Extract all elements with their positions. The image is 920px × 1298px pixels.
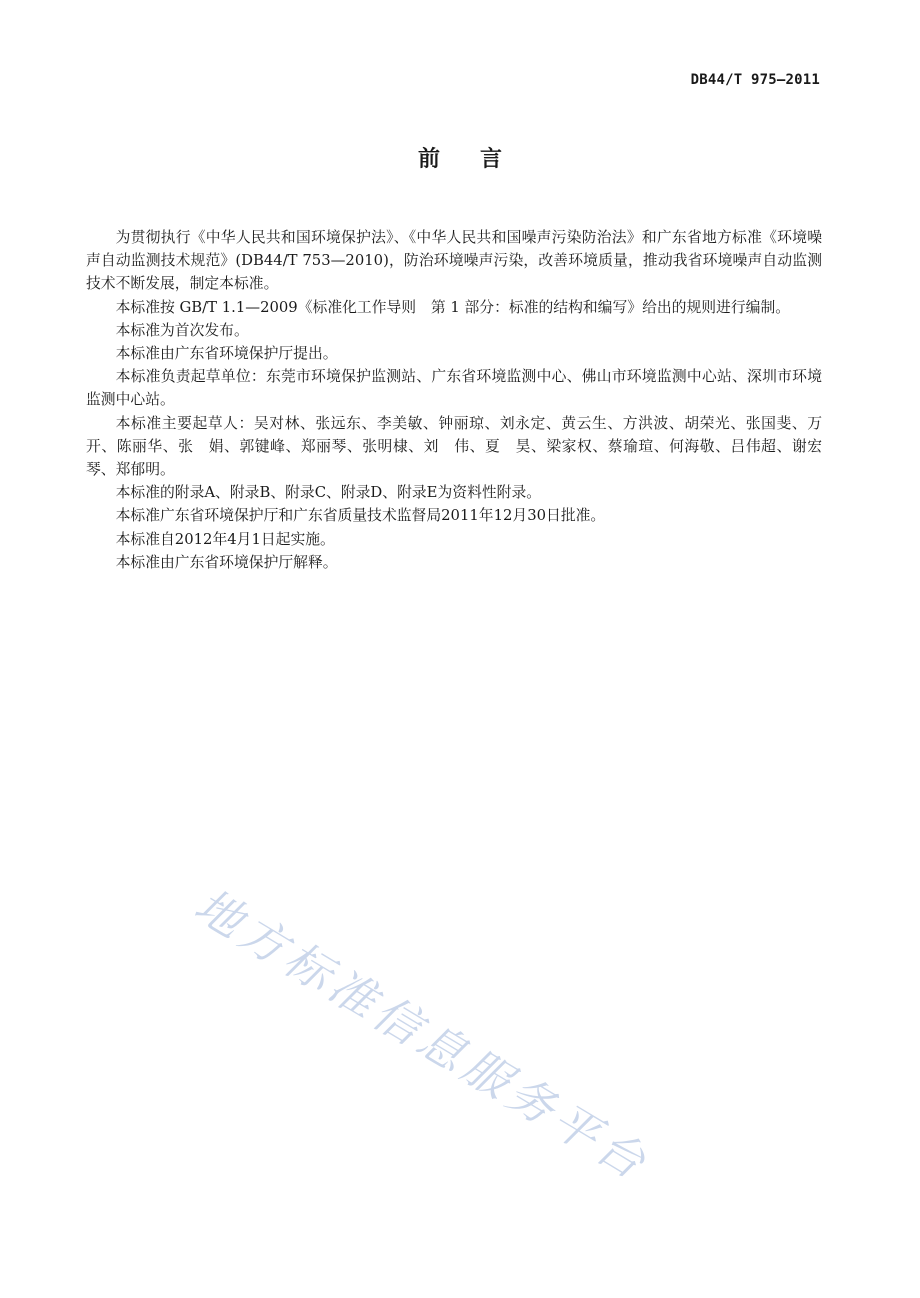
paragraph-proposer: 本标准由广东省环境保护厅提出。	[115, 345, 338, 363]
paragraph-drafting-rules: 本标准按 GB/T 1.1—2009《标准化工作导则 第 1 部分：标准的结构和编写》给出的规则进行编制。	[115, 298, 791, 316]
paragraph-appendices: 本标准的附录A、附录B、附录C、附录D、附录E为资料性附录。	[115, 484, 542, 502]
paragraph-effective-date: 本标准自2012年4月1日起实施。	[115, 530, 335, 548]
foreword-body	[86, 226, 837, 574]
paragraph-drafting-units: 本标准负责起草单位：东莞市环境保护监测站、广东省环境监测中心、佛山市环境监测中心站、深圳市环境监测中心站。	[86, 368, 822, 409]
paragraph-drafters: 本标准主要起草人：吴对林、张远东、李美敏、钟丽琼、刘永定、黄云生、方洪波、胡荣光、张国斐、万 开、陈丽华、张 娟、郭键峰、郑丽琴、张明棣、刘 伟、夏 昊、梁家权、蔡瑜瑄、何海敬、吕伟超、谢宏琴、郑郁明。	[86, 414, 837, 479]
paragraph-approval: 本标准广东省环境保护厅和广东省质量技术监督局2011年12月30日批准。	[115, 507, 606, 525]
paragraph-interpretation: 本标准由广东省环境保护厅解释。	[115, 553, 338, 571]
paragraph-first-release: 本标准为首次发布。	[115, 321, 249, 339]
watermark: 地方标准信息服务平台	[185, 877, 660, 1192]
paragraph-purpose: 为贯彻执行《中华人民共和国环境保护法》、《中华人民共和国噪声污染防治法》和广东省地方标准《环境噪声自动监测技术规范》(DB44/T 753—2010)，防治环境噪声污染，改善环境质量，推动我省环境噪声自动监测技术不断发展，制定本标准。	[86, 229, 822, 293]
document-code: DB44/T 975—2011	[690, 72, 820, 88]
page-title: 前言	[417, 147, 542, 172]
